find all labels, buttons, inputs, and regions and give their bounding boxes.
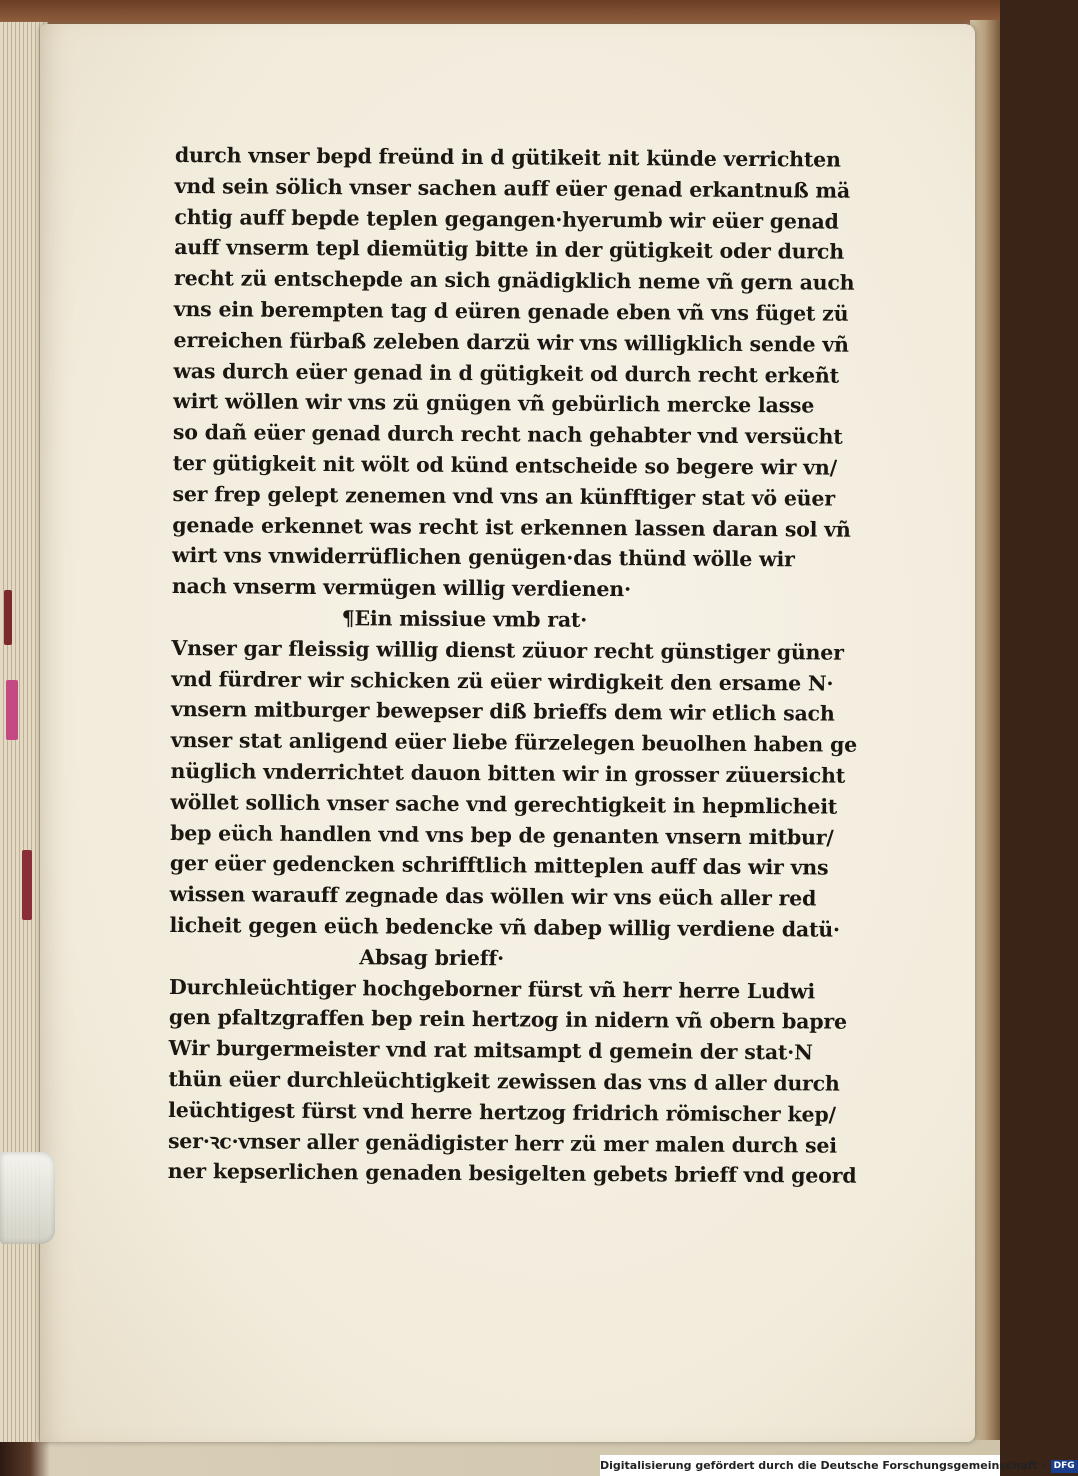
dfg-logo: DFG	[1051, 1460, 1078, 1473]
text-line: genade erkennet was recht ist erkennen lassen daran sol vñ	[172, 512, 851, 542]
text-line: vnd fürdrer wir schicken zü eüer wirdigkeit den ersame N·	[171, 666, 834, 696]
text-line: vns ein berempten tag d eüren genade eben vñ vns füget zü	[173, 296, 849, 326]
text-line: Wir burgermeister vnd rat mitsampt d gemein der stat·N	[168, 1036, 813, 1065]
text-line: nüglich vnderrichtet dauon bitten wir in grosser züuersicht	[170, 758, 846, 788]
text-line: thün eüer durchleüchtigkeit zewissen das vns d aller durch	[168, 1066, 840, 1096]
text-line: ser·ꝛc·vnser aller genädigister herr zü mer malen durch sei	[167, 1128, 837, 1158]
text-line: nach vnserm vermügen willig verdienen·	[171, 574, 632, 602]
page-text	[168, 140, 885, 1192]
text-line: durch vnser bepd freünd in d gütikeit nit künde verrichten	[174, 142, 841, 172]
text-line: ner kepserlichen genaden besigelten gebets brieff vnd geord	[167, 1159, 857, 1189]
text-line: was durch eüer genad in d gütigkeit od durch recht erkeñt	[173, 358, 839, 388]
text-line: leüchtigest fürst vnd herre hertzog fridrich römischer kep/	[168, 1097, 836, 1127]
text-line: vnsern mitburger bewepser diß brieffs dem wir etlich sach	[170, 697, 835, 726]
text-line: recht zü entschepde an sich gnädigklich neme vñ gern auch	[173, 266, 855, 295]
bookmark-tab	[22, 850, 32, 920]
bookmark-tab	[4, 590, 12, 645]
text-line: wissen warauff zegnade das wöllen wir vns eüch aller red	[169, 882, 817, 911]
section-heading: Absag brieff·	[359, 945, 505, 971]
page-clip	[0, 1152, 55, 1244]
text-line: so dañ eüer genad durch recht nach gehabter vnd versücht	[172, 420, 843, 449]
text-line: wöllet sollich vnser sache vnd gerechtigkeit in hepmlicheit	[170, 789, 838, 819]
text-line: auff vnserm tepl diemütig bitte in der gütigkeit oder durch	[174, 235, 845, 265]
credit-text: Digitalisierung gefördert durch die Deutsche Forschungsgemeinschaft ·	[600, 1459, 1046, 1472]
text-line: wirt vns vnwiderrüflichen genügen·das thünd wölle wir	[172, 543, 795, 572]
text-line: erreichen fürbaß zeleben darzü wir vns willigklich sende vñ	[173, 327, 849, 357]
text-line: ser frep gelept zenemen vnd vns an künfftiger stat vö eüer	[172, 481, 835, 511]
text-line: ger eüer gedencken schrifftlich mitteplen auff das wir vns	[169, 851, 829, 880]
bookmark-tab	[6, 680, 18, 740]
text-line: Durchleüchtiger hochgeborner fürst vñ herr herre Ludwi	[169, 974, 816, 1004]
text-line: chtig auff bepde teplen gegangen·hyerumb wir eüer genad	[174, 204, 839, 234]
text-line: ter gütigkeit nit wölt od künd entscheide so begere wir vn/	[172, 450, 838, 480]
text-line: licheit gegen eüch bedencke vñ dabep willig verdiene datü·	[169, 912, 840, 942]
text-line: gen pfaltzgraffen bep rein hertzog in nidern vñ obern bapre	[168, 1005, 847, 1035]
text-line: vnser stat anligend eüer liebe fürzelegen beuolhen haben ge	[170, 728, 858, 757]
text-line: vnd sein sölich vnser sachen auff eüer genad erkantnuß mä	[174, 173, 851, 203]
digitization-credit	[600, 1455, 1075, 1476]
text-line: wirt wöllen wir vns zü gnügen vñ gebürlich mercke lasse	[173, 389, 815, 418]
text-line: Vnser gar fleissig willig dienst züuor recht günstiger güner	[171, 635, 844, 665]
section-heading: ¶Ein missiue vmb rat·	[341, 606, 588, 632]
text-line: bep eüch handlen vnd vns bep de genanten vnsern mitbur/	[170, 820, 834, 850]
